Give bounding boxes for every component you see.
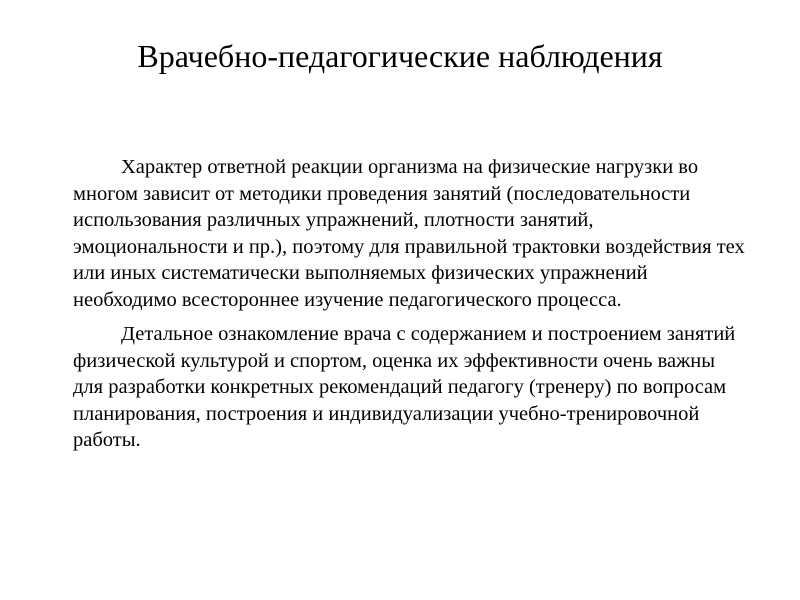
slide-title: Врачебно-педагогические наблюдения bbox=[137, 38, 663, 74]
body-paragraph-1: Характер ответной реакции организма на физические нагрузки во многом зависит от методики проведения занятий (последовательности использования различных упражнений, плотности занятий, эмоциональности и пр.), поэтому для правильной трактовки воздействия тех или иных систематически выполняемых физических упражнений необходимо всестороннее изучение педагогического процесса. bbox=[73, 156, 745, 311]
body-paragraph-2: Детальное ознакомление врача с содержанием и построением занятий физической культурой и спортом, оценка их эффективности очень важны для разработки конкретных рекомендаций педагогу (тренеру) по вопросам планирования, построения и индивидуализации учебно-тренировочной работы. bbox=[73, 323, 736, 451]
slide-body bbox=[73, 154, 745, 462]
